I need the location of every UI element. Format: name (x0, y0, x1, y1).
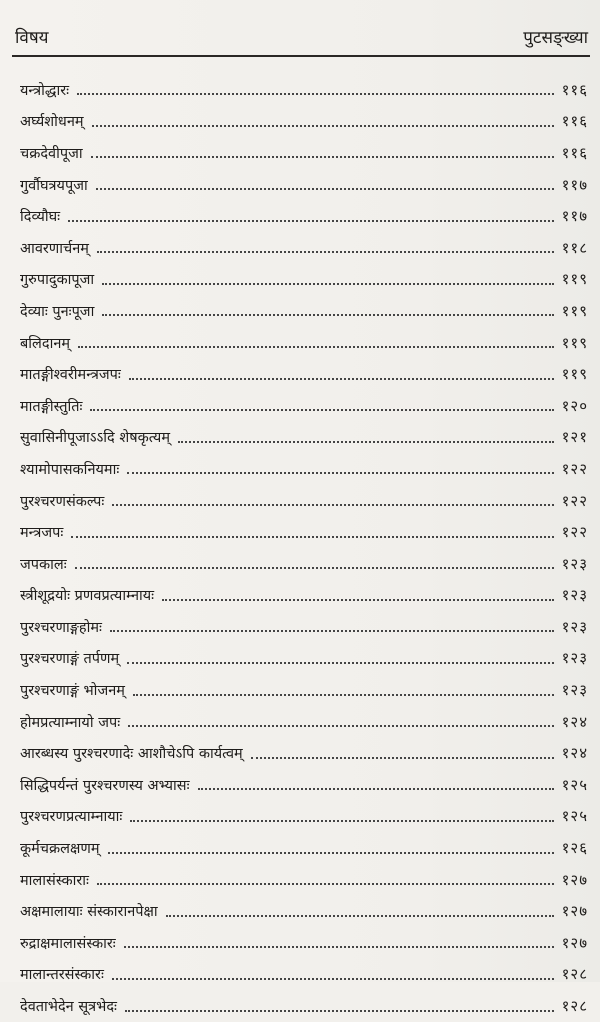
toc-row (20, 327, 588, 359)
header-subject-label: विषय (15, 27, 49, 48)
toc-entry-page: १२१ (561, 428, 588, 447)
toc-entry-title: पुरश्चरणप्रत्याम्नायाः (20, 809, 123, 826)
dot-leader (92, 124, 554, 127)
toc-entry-page: १२८ (561, 997, 588, 1016)
dot-leader (78, 345, 554, 348)
toc-row (20, 422, 588, 454)
toc-entry-page: १२३ (561, 617, 588, 636)
toc-row (20, 137, 588, 169)
dot-leader (108, 851, 554, 854)
toc-entry-page: १२६ (561, 839, 588, 858)
toc-entry-page: १२८ (561, 965, 588, 984)
dot-leader (75, 566, 554, 569)
dot-leader (251, 756, 554, 759)
dot-leader (97, 250, 554, 253)
toc-entry-title: स्त्रीशूद्रयोः प्रणवप्रत्याम्नायः (20, 588, 155, 605)
toc-entry-title: दिव्यौघः (20, 209, 61, 226)
toc-entry-page: १२३ (561, 586, 588, 605)
dot-leader (133, 693, 554, 696)
dot-leader (102, 313, 553, 316)
toc-entry-page: १२२ (561, 491, 588, 510)
toc-row (20, 74, 588, 106)
toc-entry-page: ११६ (561, 143, 588, 162)
dot-leader (127, 661, 553, 664)
toc-row (20, 453, 588, 485)
dot-leader (102, 282, 553, 285)
toc-row (20, 232, 588, 264)
header-divider (12, 55, 590, 57)
dot-leader (178, 440, 554, 443)
toc-entry-page: ११७ (561, 207, 588, 226)
toc-entry-title: कूर्मचक्रलक्षणम् (20, 841, 100, 858)
dot-leader (91, 155, 554, 158)
toc-entry-page: ११९ (561, 270, 588, 289)
toc-entry-title: बलिदानम् (20, 335, 71, 352)
dot-leader (71, 535, 553, 538)
dot-leader (97, 882, 554, 885)
toc-row (20, 737, 588, 769)
toc-entry-page: ११६ (561, 80, 588, 99)
toc-entry-title: मालासंस्काराः (20, 872, 89, 889)
toc-row (20, 611, 588, 643)
toc-row (20, 674, 588, 706)
toc-row (20, 801, 588, 833)
toc-entry-page: १२४ (561, 712, 588, 731)
toc-row (20, 864, 588, 896)
toc-row (20, 706, 588, 738)
toc-entry-title: सुवासिनीपूजाऽऽदि शेषकृत्यम् (20, 430, 170, 447)
toc-entry-title: आवरणार्चनम् (20, 240, 89, 257)
toc-row (20, 295, 588, 327)
toc-entry-title: अक्षमालायाः संस्कारानपेक्षा (20, 904, 158, 921)
toc-entries (20, 74, 588, 1022)
dot-leader (77, 92, 554, 95)
toc-entry-title: मन्त्रजपः (20, 525, 64, 542)
toc-row (20, 485, 588, 517)
toc-entry-title: आरब्धस्य पुरश्चरणादेः आशौचेऽपि कार्यत्वम् (20, 746, 243, 763)
toc-entry-page: १२७ (561, 870, 588, 889)
toc-entry-page: १२७ (561, 933, 588, 952)
dot-leader (110, 629, 554, 632)
toc-entry-page: १२३ (561, 681, 588, 700)
toc-entry-page: १२२ (561, 523, 588, 542)
toc-entry-page: १२५ (561, 775, 588, 794)
toc-row (20, 990, 588, 1022)
toc-row (20, 106, 588, 138)
toc-entry-title: पुरश्चरणाङ्गहोमः (20, 619, 102, 636)
dot-leader (130, 819, 553, 822)
dot-leader (96, 187, 554, 190)
toc-entry-title: देव्याः पुनःपूजा (20, 303, 95, 320)
dot-leader (166, 914, 554, 917)
toc-row (20, 200, 588, 232)
toc-row (20, 769, 588, 801)
dot-leader (124, 945, 554, 948)
toc-entry-page: ११९ (561, 333, 588, 352)
dot-leader (112, 503, 553, 506)
toc-entry-title: चक्रदेवीपूजा (20, 145, 83, 162)
dot-leader (198, 787, 554, 790)
toc-row (20, 895, 588, 927)
toc-entry-title: पुरश्चरणाङ्गं तर्पणम् (20, 651, 120, 668)
toc-entry-page: १२३ (561, 649, 588, 668)
toc-entry-title: यन्त्रोद्धारः (20, 82, 70, 99)
dot-leader (68, 219, 554, 222)
toc-row (20, 548, 588, 580)
toc-row (20, 832, 588, 864)
dot-leader (112, 977, 554, 980)
toc-row (20, 390, 588, 422)
toc-entry-page: १२० (561, 396, 588, 415)
toc-entry-title: देवताभेदेन सूत्रभेदः (20, 999, 117, 1016)
toc-row (20, 959, 588, 991)
toc-entry-title: जपकालः (20, 556, 67, 573)
toc-entry-title: पुरश्चरणसंकल्पः (20, 493, 105, 510)
toc-entry-page: ११९ (561, 365, 588, 384)
toc-entry-page: १२७ (561, 902, 588, 921)
toc-entry-page: १२३ (561, 554, 588, 573)
toc-entry-page: ११९ (561, 301, 588, 320)
toc-entry-title: गुरुपादुकापूजा (20, 272, 95, 289)
toc-entry-page: ११६ (561, 112, 588, 131)
toc-entry-title: गुर्वौघत्रयपूजा (20, 177, 88, 194)
toc-entry-title: मातङ्गीस्तुतिः (20, 398, 83, 415)
toc-row (20, 264, 588, 296)
dot-leader (90, 408, 553, 411)
toc-row (20, 516, 588, 548)
dot-leader (127, 471, 553, 474)
dot-leader (125, 1009, 554, 1012)
dot-leader (162, 598, 553, 601)
dot-leader (129, 377, 554, 380)
toc-entry-page: १२२ (561, 459, 588, 478)
toc-entry-page: १२४ (561, 744, 588, 763)
toc-entry-page: ११७ (561, 175, 588, 194)
toc-entry-title: मातङ्गीश्वरीमन्त्रजपः (20, 367, 121, 384)
toc-entry-page: १२५ (561, 807, 588, 826)
header-page-number-label: पुटसङ्ख्या (523, 27, 588, 48)
toc-row (20, 358, 588, 390)
toc-header (15, 18, 588, 54)
toc-entry-title: अर्घ्यशोधनम् (20, 114, 84, 131)
toc-entry-title: रुद्राक्षमालासंस्कारः (20, 935, 116, 952)
toc-row (20, 643, 588, 675)
toc-entry-title: होमप्रत्याम्नायो जपः (20, 714, 121, 731)
toc-entry-title: सिद्धिपर्यन्तं पुरश्चरणस्य अभ्यासः (20, 777, 190, 794)
toc-row (20, 927, 588, 959)
dot-leader (128, 724, 553, 727)
toc-entry-title: पुरश्चरणाङ्गं भोजनम् (20, 683, 125, 700)
toc-row (20, 580, 588, 612)
toc-entry-title: मालान्तरसंस्कारः (20, 967, 104, 984)
toc-entry-title: श्यामोपासकनियमाः (20, 461, 120, 478)
toc-entry-page: ११८ (561, 238, 588, 257)
toc-row (20, 169, 588, 201)
